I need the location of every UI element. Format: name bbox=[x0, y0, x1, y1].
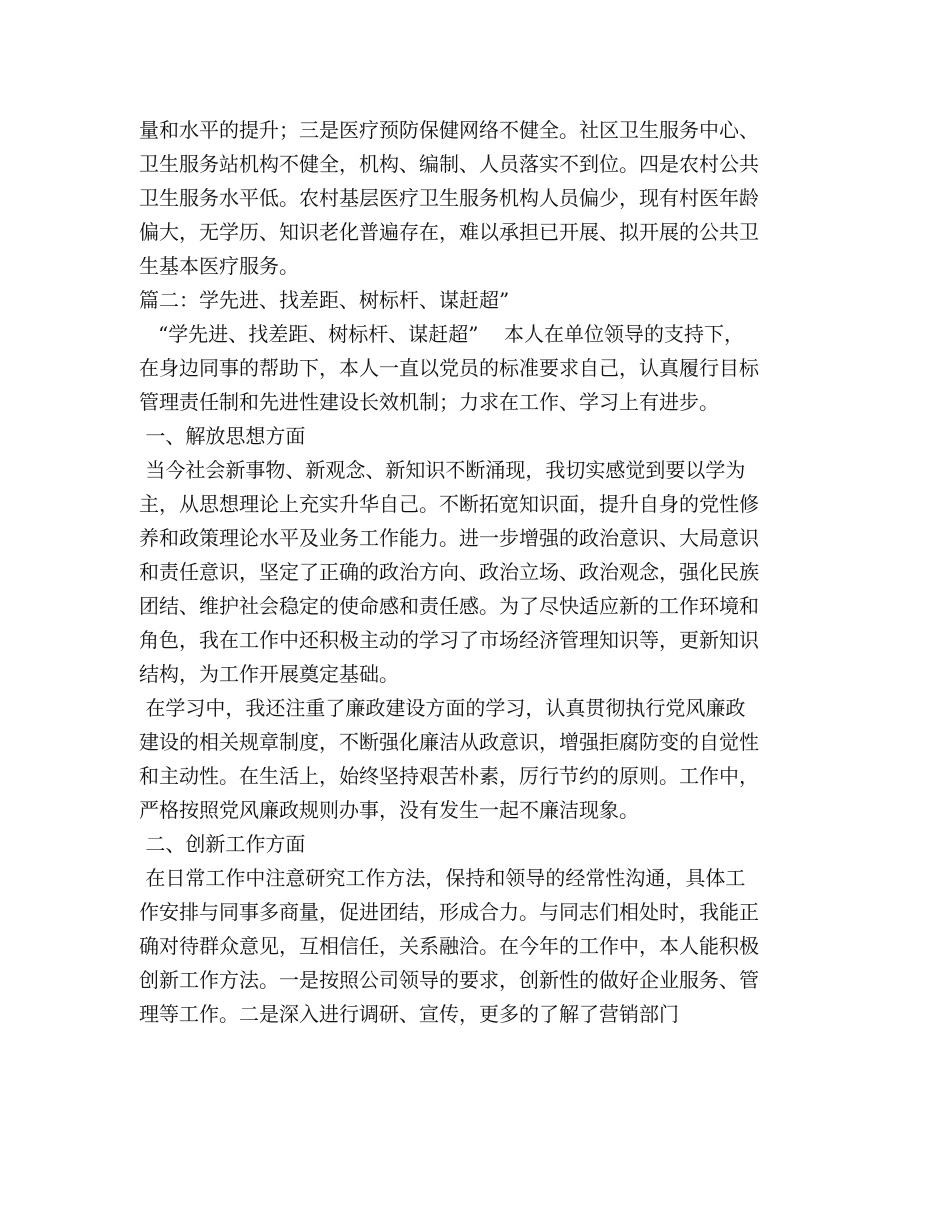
text-line: 结构，为工作开展奠定基础。 bbox=[139, 662, 399, 686]
text-line: 确对待群众意见，互相信任，关系融洽。在今年的工作中，本人能积极 bbox=[139, 934, 759, 958]
text-line: 在学习中，我还注重了廉政建设方面的学习，认真贯彻执行党风廉政 bbox=[139, 696, 746, 720]
text-line: 卫生服务水平低。农村基层医疗卫生服务机构人员偏少，现有村医年龄 bbox=[139, 186, 759, 210]
subheading-chuangxin-gongzuo: 二、创新工作方面 bbox=[139, 832, 306, 856]
subheading-jiefang-sixiang: 一、解放思想方面 bbox=[139, 424, 306, 448]
text-line: 团结、维护社会稳定的使命感和责任感。为了尽快适应新的工作环境和 bbox=[139, 594, 759, 618]
text-line: 在日常工作中注意研究工作方法，保持和领导的经常性沟通，具体工 bbox=[139, 866, 746, 890]
text-line: 量和水平的提升；三是医疗预防保健网络不健全。社区卫生服务中心、 bbox=[139, 118, 759, 142]
text-line: 卫生服务站机构不健全，机构、编制、人员落实不到位。四是农村公共 bbox=[139, 152, 759, 176]
text-line: 创新工作方法。一是按照公司领导的要求，创新性的做好企业服务、管 bbox=[139, 968, 759, 992]
text-line: 管理责任制和先进性建设长效机制；力求在工作、学习上有进步。 bbox=[139, 390, 719, 414]
text-line: 主，从思想理论上充实升华自己。不断拓宽知识面，提升自身的党性修 bbox=[139, 492, 759, 516]
text-line: 养和政策理论水平及业务工作能力。进一步增强的政治意识、大局意识 bbox=[139, 526, 759, 550]
text-line: 作安排与同事多商量，促进团结，形成合力。与同志们相处时，我能正 bbox=[139, 900, 759, 924]
text-line: 生基本医疗服务。 bbox=[139, 254, 299, 278]
text-line: “学先进、找差距、树标杆、谋赶超” 本人在单位领导的支持下， bbox=[139, 322, 744, 346]
text-line: 建设的相关规章制度，不断强化廉洁从政意识，增强拒腐防变的自觉性 bbox=[139, 730, 759, 754]
text-line: 严格按照党风廉政规则办事，没有发生一起不廉洁现象。 bbox=[139, 798, 639, 822]
text-line: 和责任意识，坚定了正确的政治方向、政治立场、政治观念，强化民族 bbox=[139, 560, 759, 584]
text-line: 理等工作。二是深入进行调研、宣传，更多的了解了营销部门 bbox=[139, 1002, 679, 1026]
text-line: 当今社会新事物、新观念、新知识不断涌现，我切实感觉到要以学为 bbox=[139, 458, 746, 482]
body-text bbox=[139, 113, 819, 1031]
section-heading-pian2: 篇二：学先进、找差距、树标杆、谋赶超” bbox=[139, 288, 510, 312]
text-line: 偏大，无学历、知识老化普遍存在，难以承担已开展、拟开展的公共卫 bbox=[139, 220, 759, 244]
text-line: 在身边同事的帮助下，本人一直以党员的标准要求自己，认真履行目标 bbox=[139, 356, 759, 380]
text-line: 角色，我在工作中还积极主动的学习了市场经济管理知识等，更新知识 bbox=[139, 628, 759, 652]
text-line: 和主动性。在生活上，始终坚持艰苦朴素，厉行节约的原则。工作中， bbox=[139, 764, 759, 788]
